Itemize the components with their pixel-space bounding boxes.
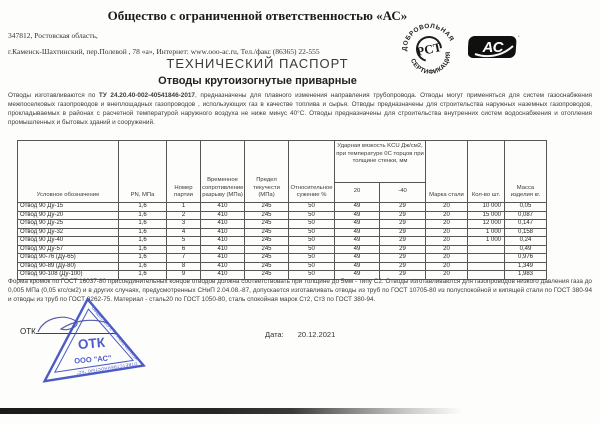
stamp-company-text: ООО "АС" (73, 353, 112, 366)
cell-steel: 20 (426, 211, 468, 220)
cell-yield: 245 (245, 211, 289, 220)
footnote-paragraph: Форма кромок по ГОСТ 16037-80 присоединительных концов отводов должна соответствовать при толщине до 5мм - типу С2. Отводы изготавливаются для газопроводов низкого давления газа до 0,005 МПа (0,05 кгс/см2) и в других случаях, предусмотренных СНиП 2.04.08.-87, допускается изготавливать отводы из труб по ГОСТ 10705-80 из полуспокойной и кипящей стали по ГОСТ 380-94 и отводы из труб по ГОСТ 3262-75. Материал - сталь20 по ГОСТ 1050-80, сталь спокойная марок Ст2, Ст3 по ГОСТ 380-94. (8, 278, 592, 303)
rst-center-text: РСТ (415, 40, 443, 59)
col-header-mass: Масса изделия кг. (505, 141, 547, 203)
svg-text:*: * (518, 34, 520, 39)
cell-designation: Отвод 90 Ду-25 (18, 220, 119, 229)
col-header-qty: Кол-во шт. (468, 141, 505, 203)
date-value: 20.12.2021 (297, 330, 336, 339)
cell-pn: 1,6 (119, 271, 167, 280)
table-body (18, 203, 547, 280)
cell-tensile: 410 (201, 262, 245, 271)
cell-mass: 0,147 (505, 220, 547, 229)
cell-steel: 20 (426, 271, 468, 280)
cell-designation: Отвод 90-76 (Ду-65) (18, 254, 119, 263)
intro-text-before: Отводы изготавливаются по (8, 92, 99, 99)
intro-text-after: , предназначены для плавного изменения направления трубопровода. Отводы могут применяться для систем газоснабжения межпоселковых газопроводов и внеплощадных газопроводов , использующих газ в качестве топлива и сырья. Отводы предназначены для строительства наружных наземных газопроводов, прокладываемых в районах с расчетной температурой наружного воздуха не ниже минус 40°С. Отводы предназначены для строительства внутренних систем водоснабжения и отопления промышленных и бытовых зданий и сооружений. (8, 92, 592, 126)
cell-mass: 0,158 (505, 228, 547, 237)
cell-tensile: 410 (201, 245, 245, 254)
cell-designation: Отвод 90 Ду-32 (18, 228, 119, 237)
rst-bottom-arc-text: СЕРТИФИКАЦИЯ (408, 51, 453, 77)
cell-yield: 245 (245, 203, 289, 212)
cell-batch: 5 (167, 237, 201, 246)
cell-kcu40: 29 (380, 262, 426, 271)
cell-pn: 1,6 (119, 203, 167, 212)
table-row (18, 228, 547, 237)
col-header-contraction: Относительное сужение % (289, 141, 335, 203)
cell-steel: 20 (426, 237, 468, 246)
cell-kcu40: 29 (380, 220, 426, 229)
intro-paragraph (8, 92, 592, 128)
cell-designation: Отвод 90 Ду-40 (18, 237, 119, 246)
cell-steel: 20 (426, 203, 468, 212)
ac-logo-text: АС (482, 39, 504, 56)
cell-kcu40: 29 (380, 237, 426, 246)
stamp-center-text: ОТК (77, 334, 106, 353)
table-row (18, 262, 547, 271)
cell-tensile: 410 (201, 211, 245, 220)
table-row (18, 237, 547, 246)
cell-steel: 20 (426, 228, 468, 237)
col-header-batch: Номер партии (167, 141, 201, 203)
document-subtitle: Отводы крутоизогнутые приварные (158, 75, 357, 87)
cell-contraction: 50 (289, 228, 335, 237)
cell-qty (468, 254, 505, 263)
col-header-kcu-group: Ударная вязкость KCU Дж/см2, при температуре 0С торцов при толщине стенки, мм (335, 141, 426, 183)
stamp-border-text: ОБЩЕСТВО С ОГРАНИЧЕННОЙ ОТВЕТСТВЕННОСТЬЮ "АС" (76, 305, 141, 376)
table-row (18, 245, 547, 254)
specifications-table (17, 140, 547, 280)
col-header-kcu-minus40: -40 (380, 183, 426, 203)
cell-kcu20: 49 (335, 228, 380, 237)
otk-triangle-stamp (33, 291, 150, 384)
cell-batch: 8 (167, 262, 201, 271)
address-line-1: 347812, Ростовская область, (8, 31, 98, 40)
rst-top-arc-text: ДОБРОВОЛЬНАЯ (401, 22, 456, 52)
col-header-steel: Марка стали (426, 141, 468, 203)
document-title: ТЕХНИЧЕСКИЙ ПАСПОРТ (166, 56, 349, 71)
cell-kcu40: 29 (380, 211, 426, 220)
cell-tensile: 410 (201, 237, 245, 246)
col-header-yield: Предел текучести (МПа) (245, 141, 289, 203)
cell-contraction: 50 (289, 262, 335, 271)
cell-qty: 12 000 (468, 220, 505, 229)
cell-qty: 10 000 (468, 203, 505, 212)
cell-mass: 1,983 (505, 271, 547, 280)
cell-kcu20: 49 (335, 254, 380, 263)
cell-mass: 1,349 (505, 262, 547, 271)
cell-yield: 245 (245, 254, 289, 263)
cell-kcu20: 49 (335, 245, 380, 254)
cell-batch: 1 (167, 203, 201, 212)
cell-contraction: 50 (289, 245, 335, 254)
cell-contraction: 50 (289, 254, 335, 263)
date-label: Дата: (265, 330, 284, 339)
cell-kcu20: 49 (335, 203, 380, 212)
cell-tensile: 410 (201, 203, 245, 212)
cell-steel: 20 (426, 245, 468, 254)
cell-contraction: 50 (289, 211, 335, 220)
cell-kcu40: 29 (380, 228, 426, 237)
cell-contraction: 50 (289, 237, 335, 246)
cell-kcu20: 49 (335, 211, 380, 220)
cell-steel: 20 (426, 254, 468, 263)
col-header-tensile: Временное сопротивление разрыву (МПа) (201, 141, 245, 203)
cell-batch: 7 (167, 254, 201, 263)
cell-kcu40: 29 (380, 203, 426, 212)
cell-pn: 1,6 (119, 228, 167, 237)
cell-mass: 0,976 (505, 254, 547, 263)
cell-yield: 245 (245, 220, 289, 229)
table-row (18, 220, 547, 229)
col-header-designation: Условное обозначение (18, 141, 119, 203)
cell-mass: 0,24 (505, 237, 547, 246)
cell-tensile: 410 (201, 228, 245, 237)
cell-batch: 9 (167, 271, 201, 280)
cell-contraction: 50 (289, 271, 335, 280)
col-header-pn: PN, МПа (119, 141, 167, 203)
cell-pn: 1,6 (119, 245, 167, 254)
cell-designation: Отвод 90 Ду-20 (18, 211, 119, 220)
company-title: Общество с ограниченной ответственностью «АС» (107, 8, 408, 23)
cell-tensile: 410 (201, 254, 245, 263)
cell-pn: 1,6 (119, 237, 167, 246)
intro-tu-number: ТУ 24.20.40-002-40541846-2017 (98, 92, 195, 99)
cell-tensile: 410 (201, 220, 245, 229)
cell-yield: 245 (245, 262, 289, 271)
scan-edge-artifact (0, 408, 472, 414)
cell-steel: 20 (426, 220, 468, 229)
cell-kcu20: 49 (335, 271, 380, 280)
cell-steel: 20 (426, 262, 468, 271)
cell-qty: 1 000 (468, 237, 505, 246)
cell-designation: Отвод 90 Ду-15 (18, 203, 119, 212)
table-row (18, 211, 547, 220)
cell-mass: 0,49 (505, 245, 547, 254)
cell-mass: 0,087 (505, 211, 547, 220)
cell-kcu20: 49 (335, 220, 380, 229)
cell-batch: 3 (167, 220, 201, 229)
cell-batch: 6 (167, 245, 201, 254)
cell-kcu20: 49 (335, 237, 380, 246)
cell-pn: 1,6 (119, 262, 167, 271)
cell-kcu20: 49 (335, 262, 380, 271)
cell-pn: 1,6 (119, 211, 167, 220)
cell-kcu40: 29 (380, 271, 426, 280)
cell-mass: 0,05 (505, 203, 547, 212)
cell-qty: 1 000 (468, 228, 505, 237)
cell-designation: Отвод 90 Ду-57 (18, 245, 119, 254)
cell-yield: 245 (245, 245, 289, 254)
date-line (265, 330, 335, 339)
cell-qty: 15 000 (468, 211, 505, 220)
cell-batch: 4 (167, 228, 201, 237)
address-line-2: г.Каменск-Шахтинский, пер.Полевой , 78 «а», Интернет: www.ooo-ac.ru, Тел./факс (86365) 22-555 (8, 47, 320, 56)
table-row (18, 254, 547, 263)
cell-designation: Отвод 90-89 (Ду-80) (18, 262, 119, 271)
cell-kcu40: 29 (380, 245, 426, 254)
cell-contraction: 50 (289, 220, 335, 229)
cell-yield: 245 (245, 237, 289, 246)
cell-contraction: 50 (289, 203, 335, 212)
cell-qty (468, 245, 505, 254)
otk-label: ОТК (20, 327, 36, 336)
col-header-kcu-20: 20 (335, 183, 380, 203)
cell-qty (468, 262, 505, 271)
cell-tensile: 410 (201, 271, 245, 280)
cell-batch: 2 (167, 211, 201, 220)
cell-kcu40: 29 (380, 254, 426, 263)
cell-pn: 1,6 (119, 254, 167, 263)
cell-yield: 245 (245, 271, 289, 280)
cell-pn: 1,6 (119, 220, 167, 229)
cell-designation: Отвод 90-108 (Ду-100) (18, 271, 119, 280)
cell-yield: 245 (245, 228, 289, 237)
table-row (18, 203, 547, 212)
